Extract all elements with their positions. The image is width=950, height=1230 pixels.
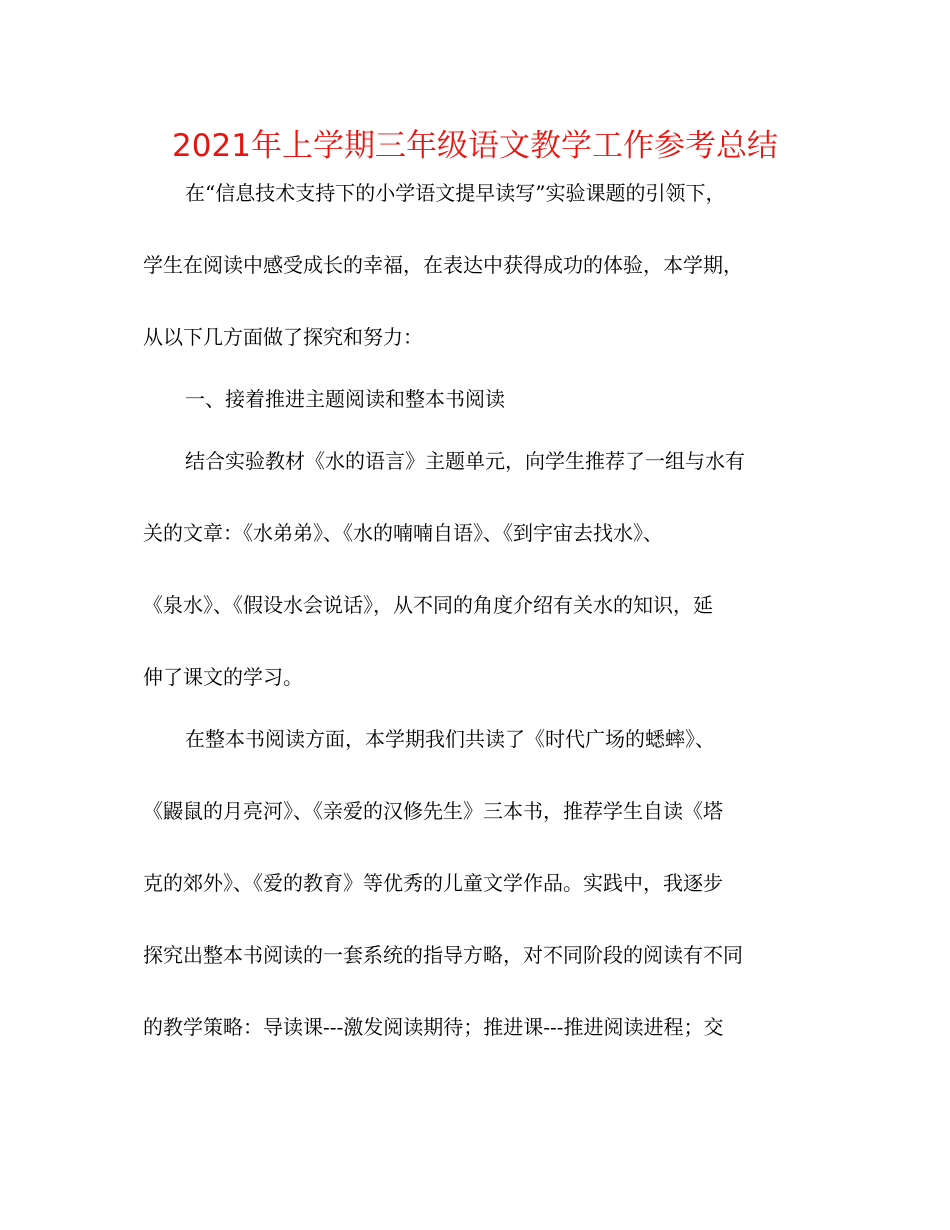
paragraph-line: 在整本书阅读方面，本学期我们共读了《时代广场的蟋蟀》、 xyxy=(185,727,715,751)
paragraph-line: 关的文章：《水弟弟》、《水的喃喃自语》、《到宇宙去找水》、 xyxy=(143,521,663,545)
section-heading: 一、接着推进主题阅读和整本书阅读 xyxy=(185,387,505,411)
paragraph-line: 《泉水》、《假设水会说话》，从不同的角度介绍有关水的知识，延 xyxy=(143,593,713,617)
paragraph-line: 在“信息技术支持下的小学语文提早读写”实验课题的引领下， xyxy=(185,181,726,205)
paragraph-line: 的教学策略：导读课---激发阅读期待；推进课---推进阅读进程；交 xyxy=(143,1015,724,1039)
paragraph-line: 克的郊外》、《爱的教育》等优秀的儿童文学作品。实践中，我逐步 xyxy=(143,871,723,895)
paragraph-line: 探究出整本书阅读的一套系统的指导方略，对不同阶段的阅读有不同 xyxy=(143,943,743,967)
paragraph-line: 结合实验教材《水的语言》主题单元，向学生推荐了一组与水有 xyxy=(185,449,745,473)
paragraph-line: 从以下几方面做了探究和努力： xyxy=(143,325,423,349)
paragraph-line: 《鼹鼠的月亮河》、《亲爱的汉修先生》三本书，推荐学生自读《塔 xyxy=(143,799,723,823)
document-title: 2021年上学期三年级语文教学工作参考总结 xyxy=(172,128,778,164)
paragraph-line: 学生在阅读中感受成长的幸福，在表达中获得成功的体验，本学期， xyxy=(143,253,743,277)
paragraph-line: 伸了课文的学习。 xyxy=(143,665,303,689)
